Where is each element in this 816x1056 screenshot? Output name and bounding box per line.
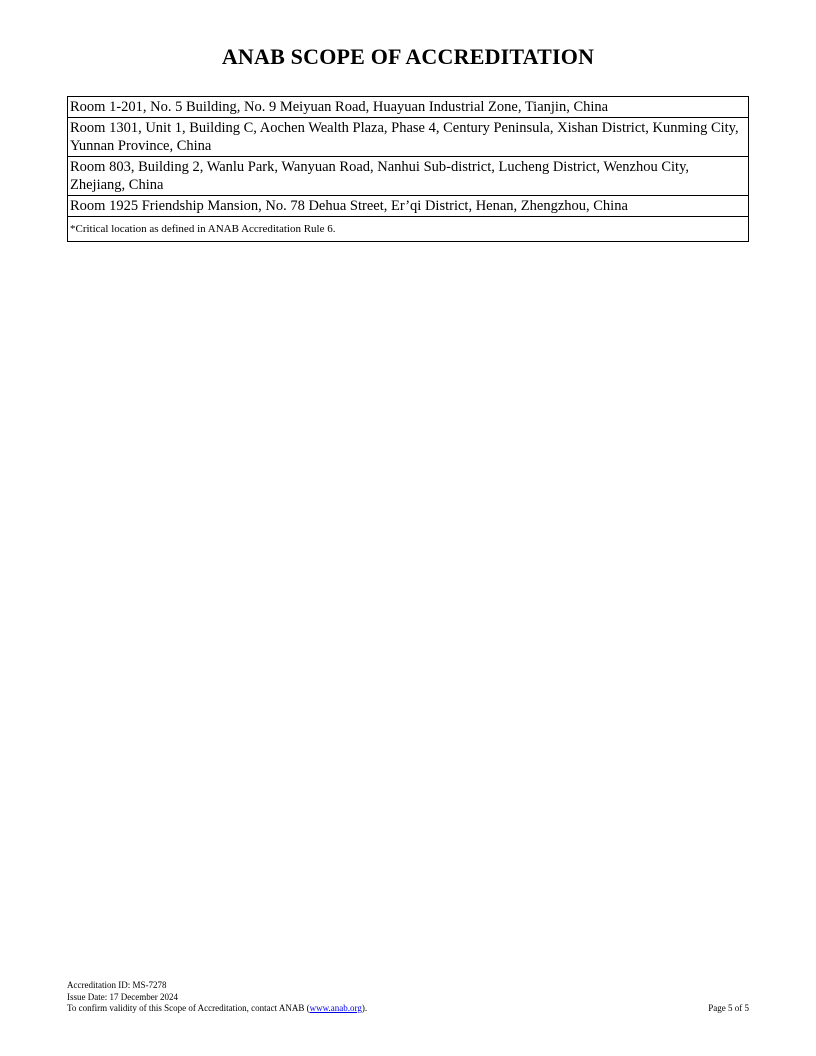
table-row (68, 157, 749, 196)
confirm-validity-text (67, 1003, 367, 1015)
page-number: Page 5 of 5 (708, 1003, 749, 1013)
location-address: Room 1-201, No. 5 Building, No. 9 Meiyuan Road, Huayuan Industrial Zone, Tianjin, China (68, 97, 749, 118)
table-row (68, 118, 749, 157)
accreditation-id: Accreditation ID: MS-7278 (67, 980, 167, 990)
confirm-validity-prefix: To confirm validity of this Scope of Accreditation, contact ANAB ( (67, 1003, 310, 1013)
critical-location-note: *Critical location as defined in ANAB Accreditation Rule 6. (68, 217, 749, 242)
table-row (68, 97, 749, 118)
issue-date: Issue Date: 17 December 2024 (67, 991, 178, 1002)
anab-website-link[interactable]: www.anab.org (309, 1003, 362, 1013)
page-title: ANAB SCOPE OF ACCREDITATION (221, 44, 595, 69)
location-address: Room 803, Building 2, Wanlu Park, Wanyuan Road, Nanhui Sub-district, Lucheng District, Wenzhou City, Zhejiang, China (68, 157, 749, 196)
footer-confirm-row (67, 1003, 749, 1015)
confirm-validity-suffix: ). (361, 1003, 368, 1013)
page-footer (67, 980, 749, 1015)
location-address: Room 1301, Unit 1, Building C, Aochen Wealth Plaza, Phase 4, Century Peninsula, Xishan District, Kunming City, Yunnan Province, China (68, 118, 749, 157)
table-row (68, 196, 749, 217)
locations-table (67, 96, 749, 242)
location-address: Room 1925 Friendship Mansion, No. 78 Dehua Street, Er’qi District, Henan, Zhengzhou, China (68, 196, 749, 217)
table-row (68, 217, 749, 242)
